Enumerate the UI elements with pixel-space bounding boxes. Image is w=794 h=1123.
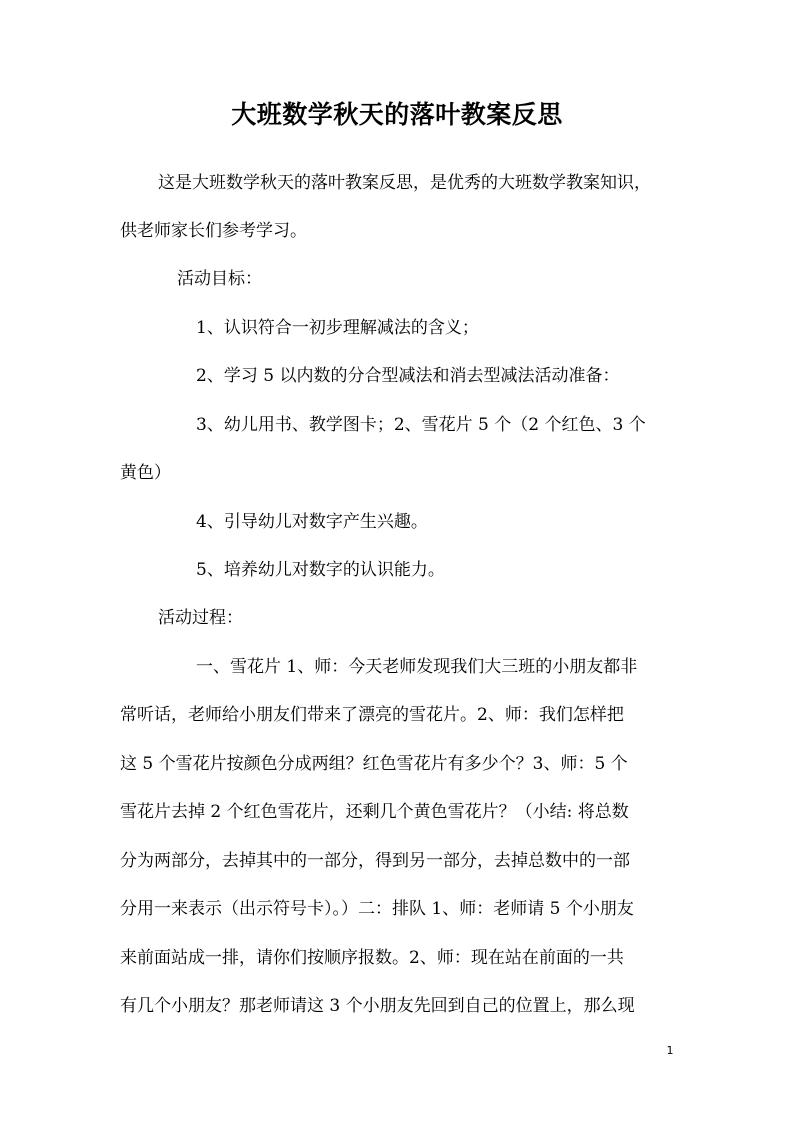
- process-line-7: 来前面站成一排，请你们按顺序报数。2、师：现在站在前面的一共: [120, 948, 624, 968]
- process-line-2: 常听话，老师给小朋友们带来了漂亮的雪花片。2、师：我们怎样把: [120, 705, 624, 725]
- page-number: 1: [666, 1044, 674, 1057]
- process-line-5: 分为两部分，去掉其中的一部分，得到另一部分，去掉总数中的一部: [120, 851, 630, 871]
- intro-line-2: 供老师家长们参考学习。: [120, 221, 307, 241]
- process-line-6: 分用一来表示（出示符号卡）。）二：排队 1、师：老师请 5 个小朋友: [120, 899, 634, 919]
- process-line-4: 雪花片去掉 2 个红色雪花片，还剩几个黄色雪花片？（小结: 将总数: [120, 802, 629, 822]
- goal-item-4: 4、引导幼儿对数字产生兴趣。: [196, 512, 428, 532]
- process-line-1: 一、雪花片 1、师：今天老师发现我们大三班的小朋友都非: [196, 657, 638, 677]
- goal-item-5: 5、培养幼儿对数字的认识能力。: [196, 560, 445, 580]
- goal-item-2: 2、学习 5 以内数的分合型减法和消去型减法活动准备：: [196, 366, 620, 386]
- process-line-3: 这 5 个雪花片按颜色分成两组？红色雪花片有多少个？3、师：5 个: [120, 754, 628, 774]
- intro-line-1: 这是大班数学秋天的落叶教案反思，是优秀的大班数学教案知识，: [158, 173, 651, 193]
- goal-item-3: 3、幼儿用书、教学图卡；2、雪花片 5 个（2 个红色、3 个: [196, 415, 646, 435]
- page-title: 大班数学秋天的落叶教案反思: [231, 100, 563, 129]
- process-heading: 活动过程：: [158, 608, 243, 628]
- goal-item-1: 1、认识符合一初步理解减法的含义；: [196, 318, 479, 338]
- process-line-8: 有几个小朋友？那老师请这 3 个小朋友先回到自己的位置上，那么现: [120, 996, 635, 1016]
- goals-heading: 活动目标：: [177, 269, 262, 289]
- goal-item-3-continued: 黄色）: [120, 463, 171, 483]
